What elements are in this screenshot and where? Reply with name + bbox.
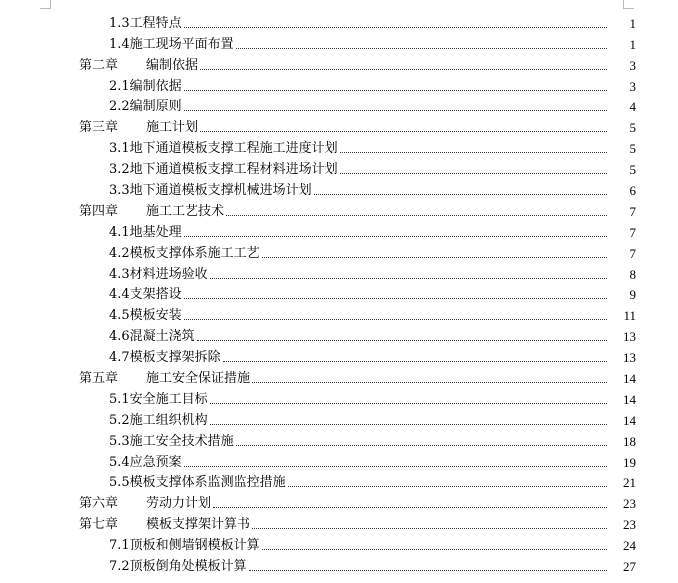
toc-page-number: 11 — [623, 308, 636, 324]
toc-section-entry[interactable] — [0, 428, 636, 449]
toc-dot-leader — [184, 466, 607, 467]
toc-section-entry[interactable] — [0, 177, 636, 198]
toc-entry-title: 施工计划 — [146, 120, 199, 136]
toc-entry-title: 5.4应急预案 — [109, 454, 182, 470]
toc-dot-leader — [252, 382, 607, 383]
toc-entry-title: 4.3材料进场验收 — [109, 266, 208, 282]
toc-page-number: 7 — [629, 224, 636, 240]
toc-entry-title: 2.1编制依据 — [109, 78, 182, 94]
toc-page-number: 24 — [623, 538, 636, 554]
toc-entry-title: 1.3工程特点 — [109, 15, 182, 31]
toc-dot-leader — [252, 528, 607, 529]
toc-dot-leader — [184, 319, 607, 320]
toc-dot-leader — [262, 257, 607, 258]
toc-dot-leader — [184, 298, 607, 299]
toc-dot-leader — [210, 403, 607, 404]
toc-entry-title: 5.3施工安全技术措施 — [109, 433, 234, 449]
toc-page-number: 6 — [629, 183, 636, 199]
toc-entry-title: 4.2模板支撑体系施工工艺 — [109, 245, 260, 261]
toc-section-entry[interactable] — [0, 135, 636, 156]
toc-page-number: 14 — [623, 371, 636, 387]
toc-section-entry[interactable] — [0, 449, 636, 470]
table-of-contents — [0, 10, 678, 574]
toc-entry-title: 5.1安全施工目标 — [109, 391, 208, 407]
toc-dot-leader — [200, 69, 607, 70]
toc-page-number: 7 — [629, 245, 636, 261]
toc-section-entry[interactable] — [0, 94, 636, 115]
toc-chapter-entry[interactable] — [0, 52, 636, 73]
toc-list — [0, 10, 636, 574]
toc-entry-title: 4.6混凝土浇筑 — [109, 329, 195, 345]
toc-entry-title: 3.1地下通道模板支撑工程施工进度计划 — [109, 141, 338, 157]
toc-dot-leader — [340, 173, 607, 174]
toc-dot-leader — [262, 549, 607, 550]
toc-section-entry[interactable] — [0, 386, 636, 407]
toc-dot-leader — [210, 278, 607, 279]
toc-page-number: 9 — [629, 287, 636, 303]
toc-page-number: 5 — [629, 141, 636, 157]
toc-chapter-number: 第五章 — [79, 371, 119, 387]
toc-section-entry[interactable] — [0, 240, 636, 261]
toc-page-number: 21 — [623, 475, 636, 491]
toc-chapter-number: 第三章 — [79, 120, 119, 136]
toc-page-number: 4 — [629, 99, 636, 115]
toc-entry-title: 编制依据 — [146, 57, 199, 73]
toc-page-number: 19 — [623, 454, 636, 470]
toc-dot-leader — [226, 215, 607, 216]
toc-entry-title: 3.3地下通道模板支撑机械进场计划 — [109, 183, 312, 199]
toc-dot-leader — [223, 361, 607, 362]
toc-page-number: 23 — [623, 517, 636, 533]
toc-section-entry[interactable] — [0, 344, 636, 365]
toc-entry-title: 5.2施工组织机构 — [109, 412, 208, 428]
toc-dot-leader — [314, 194, 607, 195]
toc-section-entry[interactable] — [0, 470, 636, 491]
toc-page-number: 13 — [623, 329, 636, 345]
toc-section-entry[interactable] — [0, 31, 636, 52]
toc-dot-leader — [184, 110, 607, 111]
toc-dot-leader — [184, 90, 607, 91]
toc-dot-leader — [288, 486, 607, 487]
toc-entry-title: 4.7模板支撑架拆除 — [109, 350, 221, 366]
toc-section-entry[interactable] — [0, 73, 636, 94]
toc-chapter-number: 第二章 — [79, 57, 119, 73]
toc-entry-title: 施工工艺技术 — [146, 203, 225, 219]
toc-dot-leader — [236, 48, 607, 49]
toc-dot-leader — [249, 570, 607, 571]
toc-page-number: 18 — [623, 433, 636, 449]
toc-entry-title: 1.4施工现场平面布置 — [109, 36, 234, 52]
toc-section-entry[interactable] — [0, 323, 636, 344]
toc-section-entry[interactable] — [0, 553, 636, 574]
toc-section-entry[interactable] — [0, 407, 636, 428]
toc-entry-title: 3.2地下通道模板支撑工程材料进场计划 — [109, 162, 338, 178]
toc-section-entry[interactable] — [0, 282, 636, 303]
toc-page-number: 14 — [623, 412, 636, 428]
toc-dot-leader — [236, 445, 607, 446]
toc-dot-leader — [200, 131, 607, 132]
toc-dot-leader — [213, 507, 607, 508]
toc-page-number: 1 — [629, 36, 636, 52]
toc-chapter-entry[interactable] — [0, 365, 636, 386]
toc-entry-title: 4.4支架搭设 — [109, 287, 182, 303]
toc-section-entry[interactable] — [0, 219, 636, 240]
toc-entry-title: 劳动力计划 — [146, 496, 212, 512]
toc-page-number: 5 — [629, 120, 636, 136]
toc-section-entry[interactable] — [0, 532, 636, 553]
toc-page-number: 1 — [629, 15, 636, 31]
toc-dot-leader — [340, 152, 607, 153]
toc-chapter-entry[interactable] — [0, 490, 636, 511]
toc-page-number: 27 — [623, 559, 636, 575]
toc-entry-title: 施工安全保证措施 — [146, 371, 251, 387]
toc-page-number: 8 — [629, 266, 636, 282]
crop-mark-right — [623, 0, 634, 9]
toc-page-number: 7 — [629, 203, 636, 219]
toc-page-number: 23 — [623, 496, 636, 512]
toc-entry-title: 4.5模板安装 — [109, 308, 182, 324]
toc-entry-title: 5.5模板支撑体系监测监控措施 — [109, 475, 286, 491]
toc-entry-title: 2.2编制原则 — [109, 99, 182, 115]
toc-page-number: 5 — [629, 162, 636, 178]
toc-chapter-number: 第七章 — [79, 517, 119, 533]
toc-entry-title: 4.1地基处理 — [109, 224, 182, 240]
crop-mark-left — [40, 0, 51, 9]
toc-chapter-entry[interactable] — [0, 198, 636, 219]
toc-dot-leader — [210, 424, 607, 425]
toc-dot-leader — [184, 27, 607, 28]
toc-page-number: 3 — [629, 78, 636, 94]
toc-chapter-number: 第四章 — [79, 203, 119, 219]
toc-section-entry[interactable] — [0, 302, 636, 323]
toc-section-entry[interactable] — [0, 10, 636, 31]
toc-dot-leader — [197, 340, 607, 341]
toc-section-entry[interactable] — [0, 261, 636, 282]
toc-dot-leader — [184, 236, 607, 237]
toc-chapter-number: 第六章 — [79, 496, 119, 512]
toc-entry-title: 7.2顶板倒角处模板计算 — [109, 559, 247, 575]
toc-page-number: 3 — [629, 57, 636, 73]
toc-chapter-entry[interactable] — [0, 511, 636, 532]
toc-chapter-entry[interactable] — [0, 114, 636, 135]
toc-page-number: 14 — [623, 391, 636, 407]
toc-entry-title: 模板支撑架计算书 — [146, 517, 251, 533]
toc-entry-title: 7.1顶板和侧墙钢模板计算 — [109, 538, 260, 554]
toc-section-entry[interactable] — [0, 156, 636, 177]
toc-page-number: 13 — [623, 350, 636, 366]
